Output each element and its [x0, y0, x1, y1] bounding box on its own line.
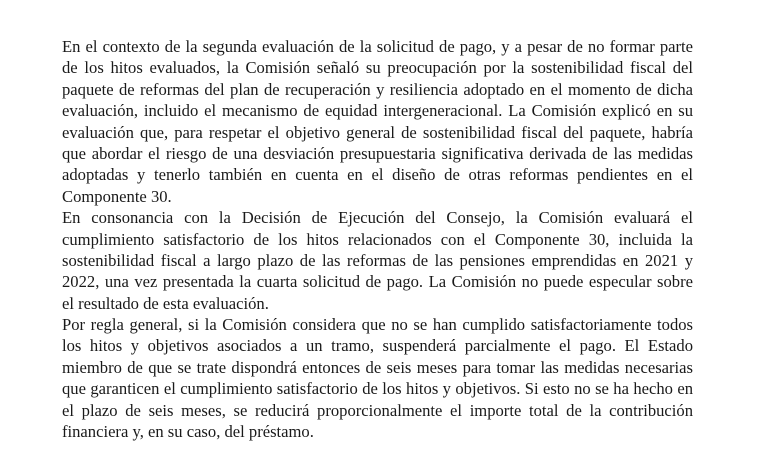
text-line: el plazo de seis meses, se reducirá proporcionalmente el importe total de la contribución: [62, 400, 693, 420]
text-line: paquete de reformas del plan de recuperación y resiliencia adoptado en el momento de dicha: [62, 79, 693, 99]
text-line: evaluación que, para respetar el objetivo general de sostenibilidad fiscal del paquete, habría: [62, 122, 693, 142]
paragraph-2: [62, 207, 693, 314]
paragraph-1: [62, 36, 693, 207]
text-line: que garanticen el cumplimiento satisfactorio de los hitos y objetivos. Si esto no se ha hecho en: [62, 379, 693, 399]
text-line: Componente 30.: [62, 186, 172, 206]
text-line: 2022, una vez presentada la cuarta solicitud de pago. La Comisión no puede especular sobre: [62, 272, 693, 292]
text-line: sostenibilidad fiscal a largo plazo de las reformas de las pensiones emprendidas en 2021 y: [62, 250, 693, 270]
text-line: los hitos y objetivos asociados a un tramo, suspenderá parcialmente el pago. El Estado: [62, 336, 693, 356]
text-line: financiera y, en su caso, del préstamo.: [62, 422, 314, 442]
text-line: cumplimiento satisfactorio de los hitos relacionados con el Componente 30, incluida la: [62, 229, 693, 249]
text-line: el resultado de esta evaluación.: [62, 293, 269, 313]
text-line: que abordar el riesgo de una desviación presupuestaria significativa derivada de las medidas: [62, 143, 693, 163]
text-line: En el contexto de la segunda evaluación de la solicitud de pago, y a pesar de no formar parte: [62, 37, 693, 56]
text-line: de los hitos evaluados, la Comisión señaló su preocupación por la sostenibilidad fiscal del: [62, 58, 693, 78]
text-line: Por regla general, si la Comisión considera que no se han cumplido satisfactoriamente todos: [62, 315, 693, 335]
text-line: adoptadas y tenerlo también en cuenta en el diseño de otras reformas pendientes en el: [62, 165, 693, 185]
text-line: miembro de que se trate dispondrá entonces de seis meses para tomar las medidas necesarias: [62, 357, 693, 377]
paragraph-3: [62, 314, 693, 442]
text-line: evaluación, incluido el mecanismo de equidad intergeneracional. La Comisión explicó en su: [62, 101, 693, 121]
text-line: En consonancia con la Decisión de Ejecución del Consejo, la Comisión evaluará el: [62, 208, 693, 228]
document-page: [62, 36, 693, 442]
